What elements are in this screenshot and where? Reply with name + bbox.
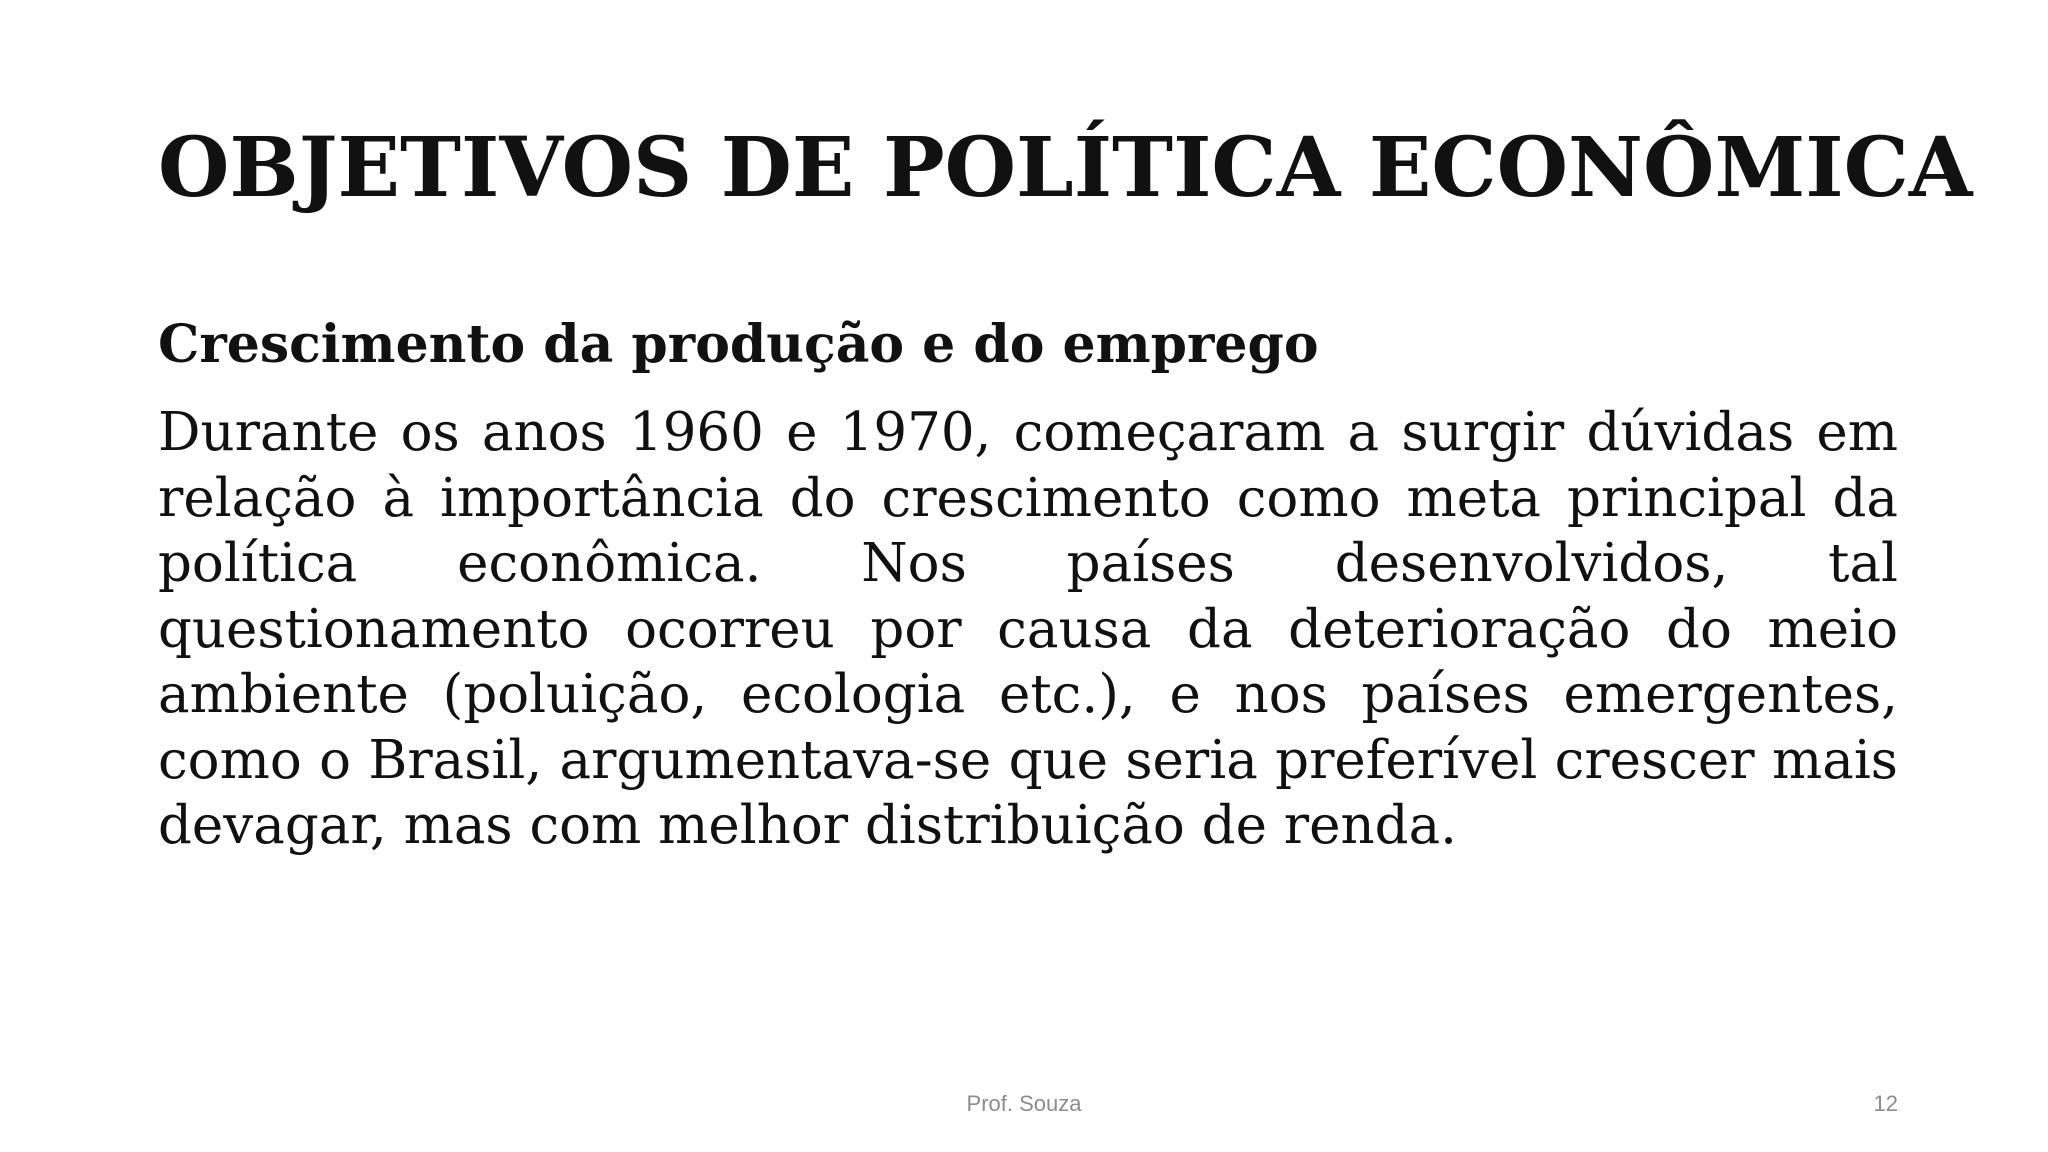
body-paragraph: Durante os anos 1960 e 1970, começaram a surgir dúvidas em relação à importância do crescimento como meta principal da política econômica. Nos países desenvolvidos, tal questionamento ocorreu por causa da deterioração do meio ambiente (poluição, ecologia etc.), e nos países emergentes, como o Brasil, argumentava-se que seria preferível crescer mais devagar, mas com melhor distribuição de renda. (158, 402, 1898, 856)
slide-title: OBJETIVOS DE POLÍTICA ECONÔMICA (158, 120, 1973, 216)
footer-author: Prof. Souza (966, 1091, 1082, 1116)
section-heading: Crescimento da produção e do emprego (158, 314, 1319, 375)
slide-number: 12 (1873, 1091, 1898, 1116)
